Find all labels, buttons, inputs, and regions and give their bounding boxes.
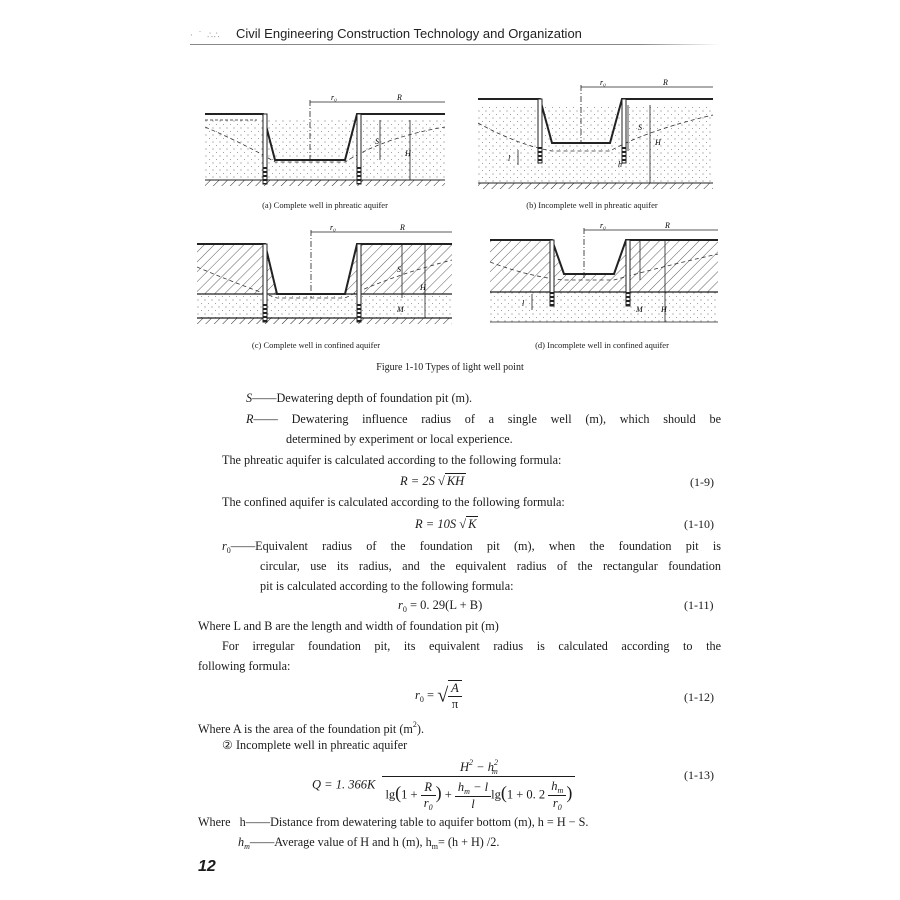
def-r0-line1: $r_0——Equivalent$ radius of the foundation pit (m), when the foundation pit is <box>222 539 721 555</box>
equation-1-13: Q = 1. 366K $H^2 - h^2_m$ lg(1 + $\frac{R}{r_0}$ ) + $\frac{h_m - l}{l}$ lg(1 + 0. 2 $\frac{h_m}{r_0}$ ) <box>312 758 575 812</box>
header-title: Civil Engineering Construction Technology and Organization <box>236 26 582 41</box>
caption-b: (b) Incomplete well in phreatic aquifer <box>526 200 658 210</box>
label-S: S <box>638 123 642 132</box>
page-number: 12 <box>198 858 216 875</box>
label-H: H <box>661 305 667 314</box>
label-l: l <box>522 299 525 308</box>
diagram-b-incomplete-phreatic <box>478 75 723 193</box>
header-rule <box>190 44 720 45</box>
impermeable-layer <box>478 183 713 189</box>
equation-number-1-9: (1-9) <box>690 475 714 489</box>
equation-number-1-10: (1-10) <box>684 517 714 531</box>
header-ornament: · ˙ ∴∴ <box>190 31 221 41</box>
confined-intro: The confined aquifer is calculated according to the following formula: <box>222 495 565 509</box>
diagram-a-complete-phreatic <box>205 92 455 192</box>
label-r0: r₀ <box>331 93 337 102</box>
label-h: h <box>618 160 622 169</box>
label-S: S <box>397 265 401 274</box>
diagram-d-incomplete-confined <box>490 222 725 330</box>
def-r0-line3: pit is calculated according to the following formula: <box>260 579 514 593</box>
where-A: Where A is the area of the foundation pit $(m^2)$. <box>198 720 425 736</box>
equation-number-1-13: (1-13) <box>684 768 714 782</box>
equation-number-1-11: (1-11) <box>684 598 714 612</box>
equation-1-11: $r_0 = 0$. 29(L + B) <box>398 598 483 614</box>
eq13-denominator: lg(1 + $\frac{R}{r_0}$ ) + $\frac{h_m - l}{l}$ lg(1 + 0. 2 $\frac{h_m}{r_0}$ ) <box>385 779 573 812</box>
caption-c: (c) Complete well in confined aquifer <box>251 340 381 350</box>
equation-1-10: R = 10S √ K <box>415 517 477 531</box>
where-h: Where h——Distance from dewatering table to aquifer bottom (m), h = H − S. <box>198 815 589 829</box>
running-header <box>190 26 725 46</box>
equation-1-9: R = 2S √ KH <box>400 474 465 488</box>
equation-1-12: $r_0$ = √ $\frac{A}{\pi}$ <box>415 680 462 712</box>
label-M: M <box>636 305 643 314</box>
label-l: l <box>508 154 511 163</box>
equation-number-1-12: (1-12) <box>684 690 714 704</box>
item-2-heading: ② Incomplete well in phreatic aquifer <box>222 738 408 752</box>
label-r0: r₀ <box>330 223 336 232</box>
irregular-line1: For irregular foundation pit, its equivalent radius is calculated according to the <box>222 639 721 653</box>
def-hm: $h_m——Average$ value of H and h (m), $h_m= (h + H)$ /2. <box>238 835 500 851</box>
impermeable-layer <box>205 180 445 186</box>
label-R: R <box>663 78 668 87</box>
label-R: R <box>665 222 670 230</box>
def-r0-line2: circular, use its radius, and the equivalent radius of the rectangular foundation <box>260 559 721 573</box>
irregular-line2: following formula: <box>198 659 291 673</box>
label-H: H <box>655 138 661 147</box>
label-M: M <box>397 305 404 314</box>
phreatic-intro: The phreatic aquifer is calculated according to the following formula: <box>222 453 562 467</box>
label-r0: r₀ <box>600 222 606 230</box>
label-H: H <box>405 149 411 158</box>
label-H: H <box>420 283 426 292</box>
label-R: R <box>397 93 402 102</box>
label-r0: r₀ <box>600 78 606 87</box>
figure-caption: Figure 1-10 Types of light well point <box>376 362 524 373</box>
def-R-line1: R—— Dewatering influence radius of a single well (m), which should be <box>246 412 721 426</box>
def-R-line2: determined by experiment or local experience. <box>286 432 513 446</box>
diagram-c-complete-confined <box>197 222 459 330</box>
caption-d: (d) Incomplete well in confined aquifer <box>535 340 669 350</box>
label-R: R <box>400 223 405 232</box>
impermeable-layer <box>197 318 452 324</box>
label-S: S <box>375 137 379 146</box>
where-L-B: Where L and B are the length and width of foundation pit (m) <box>198 619 499 633</box>
caption-a: (a) Complete well in phreatic aquifer <box>262 200 388 210</box>
eq13-numerator: $H^2 - h^2_m$ <box>382 758 575 777</box>
def-S: S——Dewatering depth of foundation pit (m). <box>246 391 473 405</box>
